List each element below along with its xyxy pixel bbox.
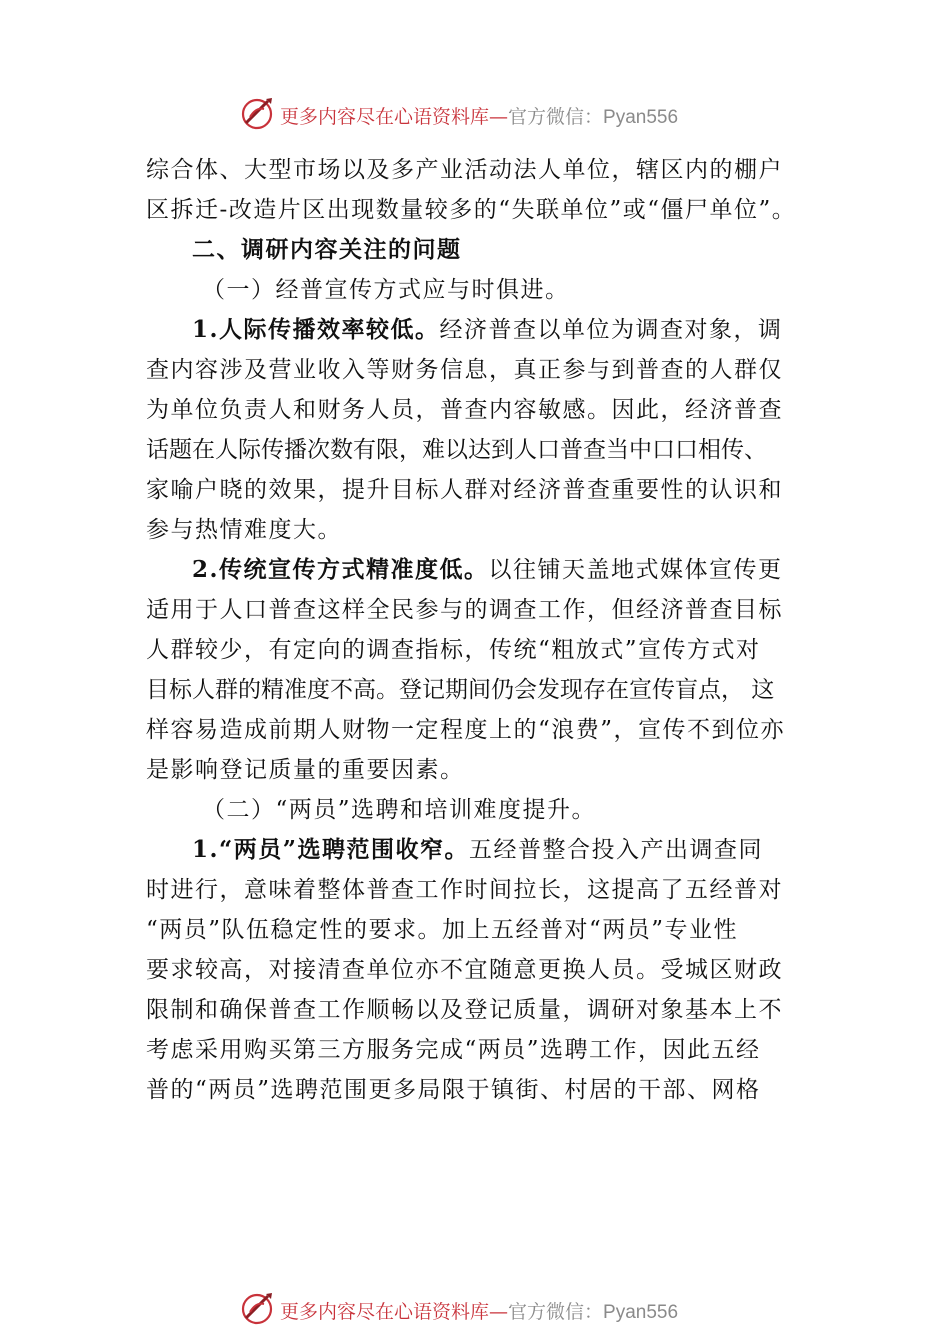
pen-logo-icon bbox=[240, 95, 276, 131]
paragraph-line: 是影响登记质量的重要因素。 bbox=[146, 757, 465, 783]
paragraph-line: 样容易造成前期人财物一定程度上的“浪费”，宣传不到位亦 bbox=[146, 717, 786, 743]
banner-account: Pyan556 bbox=[603, 107, 679, 128]
paragraph-line: 综合体、大型市场以及多产业活动法人单位，辖区内的棚户 bbox=[146, 157, 783, 183]
banner-account: Pyan556 bbox=[603, 1302, 679, 1323]
paragraph-line: 限制和确保普查工作顺畅以及登记质量，调研对象基本上不 bbox=[146, 997, 783, 1023]
banner-dash: — bbox=[489, 106, 509, 128]
paragraph-line: 2.传统宣传方式精准度低。以往铺天盖地式媒体宣传更 bbox=[192, 556, 783, 583]
paragraph-line: 参与热情难度大。 bbox=[146, 517, 342, 543]
paragraph-line: 时进行，意味着整体普查工作时间拉长，这提高了五经普对 bbox=[146, 877, 783, 903]
banner-wechat-label: 官方微信： bbox=[508, 1301, 604, 1323]
paragraph-line: 1.“两员”选聘范围收窄。五经普整合投入产出调查同 bbox=[192, 836, 763, 863]
pen-logo-icon bbox=[240, 1290, 276, 1326]
section-heading: 二、调研内容关注的问题 bbox=[192, 237, 462, 263]
footer-banner bbox=[0, 1290, 950, 1330]
banner-site-name: 更多内容尽在心语资料库 bbox=[280, 1301, 490, 1323]
banner-site-name: 更多内容尽在心语资料库 bbox=[280, 106, 490, 128]
paragraph-line: 考虑采用购买第三方服务完成“两员”选聘工作，因此五经 bbox=[146, 1037, 761, 1063]
paragraph-line: 查内容涉及营业收入等财务信息，真正参与到普查的人群仅 bbox=[146, 357, 783, 383]
paragraph-line: 要求较高，对接清查单位亦不宜随意更换人员。受城区财政 bbox=[146, 957, 783, 983]
paragraph-line: 家喻户晓的效果，提升目标人群对经济普查重要性的认识和 bbox=[146, 477, 783, 503]
banner-wechat-label: 官方微信： bbox=[508, 106, 604, 128]
header-banner bbox=[0, 95, 950, 135]
paragraph-line: 普的“两员”选聘范围更多局限于镇街、村居的干部、网格 bbox=[146, 1077, 761, 1103]
paragraph-line: 适用于人口普查这样全民参与的调查工作，但经济普查目标 bbox=[146, 597, 783, 623]
subsection-heading: （一）经普宣传方式应与时俱进。 bbox=[202, 277, 570, 303]
paragraph-line: 为单位负责人和财务人员，普查内容敏感。因此，经济普查 bbox=[146, 397, 783, 423]
banner-text bbox=[280, 1297, 678, 1324]
banner-dash: — bbox=[489, 1301, 509, 1323]
document-body bbox=[146, 150, 806, 1110]
paragraph-line: 1.人际传播效率较低。经济普查以单位为调查对象，调 bbox=[192, 316, 783, 343]
paragraph-line: 话题在人际传播次数有限，难以达到人口普查当中口口相传、 bbox=[146, 437, 767, 463]
paragraph-line: 目标人群的精准度不高。登记期间仍会发现存在宣传盲点， 这 bbox=[146, 677, 775, 703]
paragraph-line: 人群较少，有定向的调查指标，传统“粗放式”宣传方式对 bbox=[146, 637, 761, 663]
paragraph-line: 区拆迁-改造片区出现数量较多的“失联单位”或“僵尸单位”。 bbox=[146, 197, 797, 223]
paragraph-line: “两员”队伍稳定性的要求。加上五经普对“两员”专业性 bbox=[146, 917, 739, 943]
subsection-heading: （二）“两员”选聘和培训难度提升。 bbox=[202, 797, 597, 823]
paragraph-title: 1.人际传播效率较低。 bbox=[192, 316, 440, 343]
paragraph-title: 2.传统宣传方式精准度低。 bbox=[192, 556, 489, 583]
banner-text bbox=[280, 102, 678, 129]
paragraph-title: 1.“两员”选聘范围收窄。 bbox=[192, 836, 469, 863]
